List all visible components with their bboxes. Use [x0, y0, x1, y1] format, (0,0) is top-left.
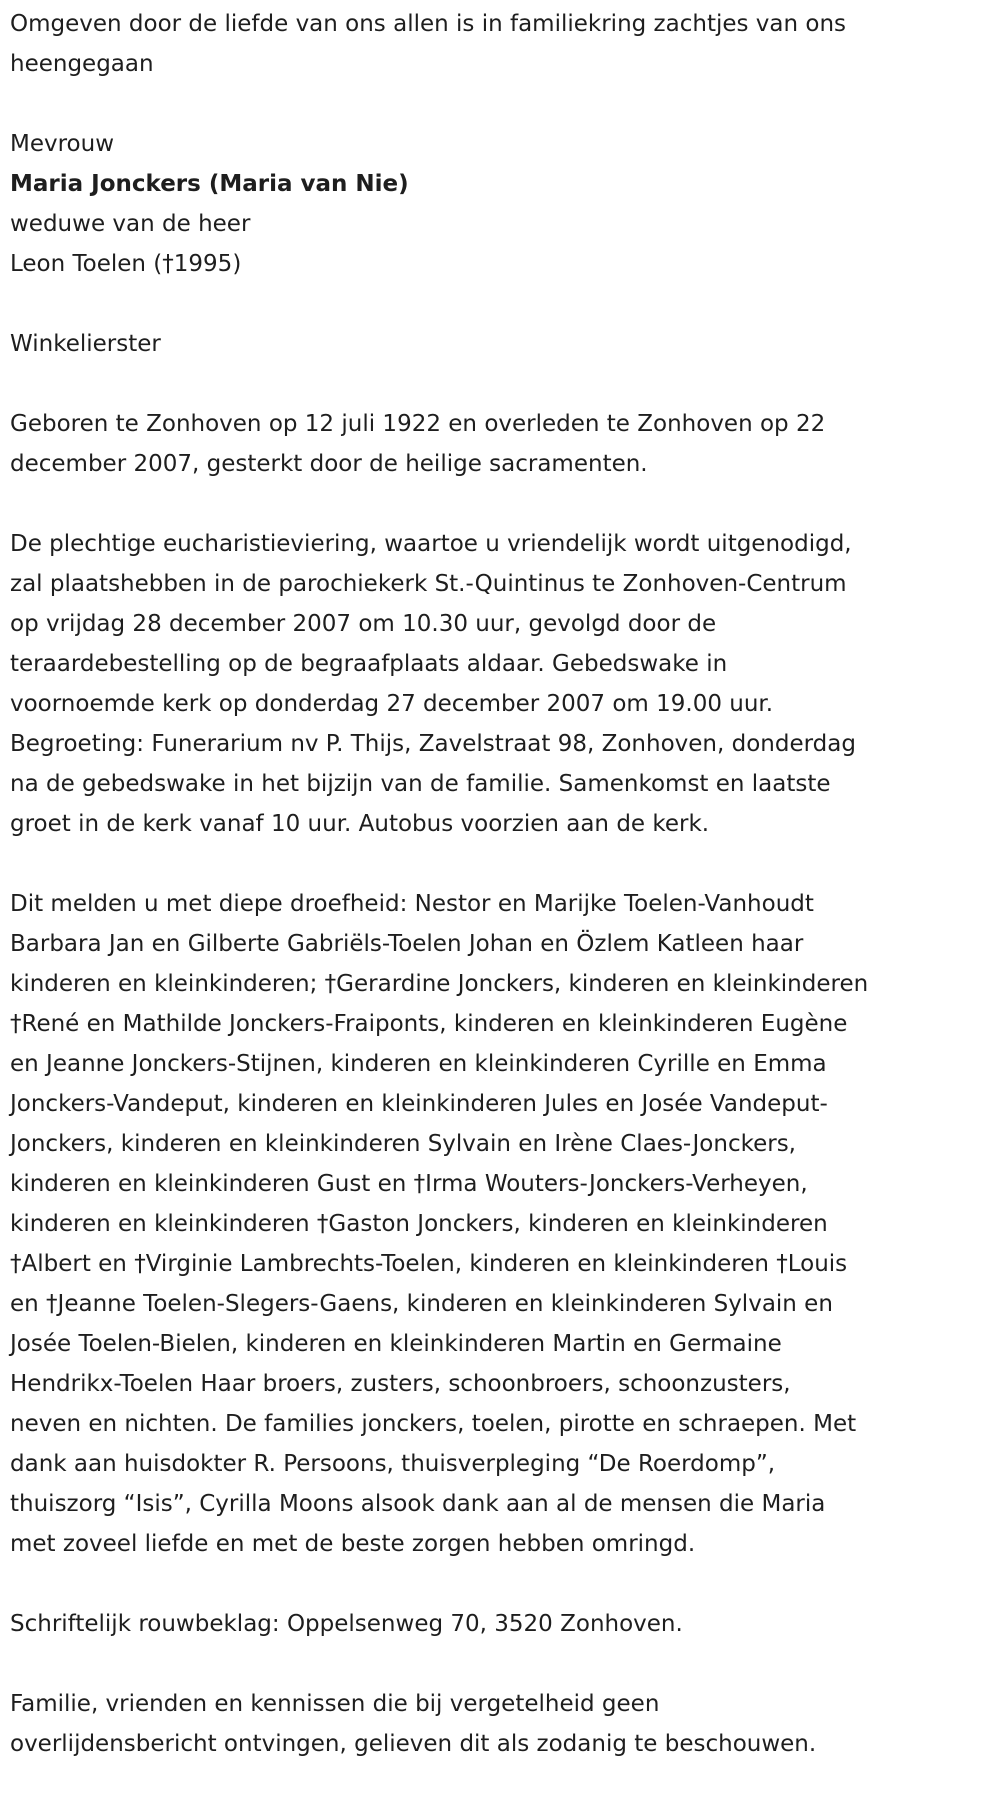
- family-paragraph: [10, 884, 990, 1564]
- family-line: Dit melden u met diepe droefheid: Nestor en Marijke Toelen-Vanhoudt: [10, 891, 814, 917]
- condolence-paragraph: [10, 1604, 990, 1644]
- ceremony-line: De plechtige eucharistieviering, waartoe u vriendelijk wordt uitgenodigd,: [10, 531, 852, 557]
- family-line: neven en nichten. De families jonckers, toelen, pirotte en schraepen. Met: [10, 1411, 857, 1437]
- family-line: Hendrikx-Toelen Haar broers, zusters, schoonbroers, schoonzusters,: [10, 1371, 791, 1397]
- spouse-name: Leon Toelen (†1995): [10, 251, 242, 277]
- family-line: en Jeanne Jonckers-Stijnen, kinderen en kleinkinderen Cyrille en Emma: [10, 1051, 827, 1077]
- condolence-address: Schriftelijk rouwbeklag: Oppelsenweg 70, 3520 Zonhoven.: [10, 1611, 683, 1637]
- family-line: met zoveel liefde en met de beste zorgen hebben omringd.: [10, 1531, 696, 1557]
- deceased-name: Maria Jonckers (Maria van Nie): [10, 171, 409, 197]
- ceremony-line: op vrijdag 28 december 2007 om 10.30 uur, gevolgd door de: [10, 611, 717, 637]
- occupation: Winkelierster: [10, 331, 161, 357]
- ceremony-line: Begroeting: Funerarium nv P. Thijs, Zavelstraat 98, Zonhoven, donderdag: [10, 731, 856, 757]
- family-line: kinderen en kleinkinderen; †Gerardine Jonckers, kinderen en kleinkinderen: [10, 971, 869, 997]
- occupation-paragraph: [10, 324, 990, 364]
- family-line: Josée Toelen-Bielen, kinderen en kleinkinderen Martin en Germaine: [10, 1331, 782, 1357]
- ceremony-line: groet in de kerk vanaf 10 uur. Autobus voorzien aan de kerk.: [10, 811, 710, 837]
- relation-text: weduwe van de heer: [10, 211, 251, 237]
- intro-line: Omgeven door de liefde van ons allen is in familiekring zachtjes van ons: [10, 11, 847, 37]
- ceremony-line: zal plaatshebben in de parochiekerk St.-Quintinus te Zonhoven-Centrum: [10, 571, 847, 597]
- ceremony-line: na de gebedswake in het bijzijn van de familie. Samenkomst en laatste: [10, 771, 831, 797]
- ceremony-line: voornoemde kerk op donderdag 27 december 2007 om 19.00 uur.: [10, 691, 774, 717]
- intro-line: heengegaan: [10, 51, 154, 77]
- closing-line: Familie, vrienden en kennissen die bij vergetelheid geen: [10, 1691, 660, 1717]
- ceremony-paragraph: [10, 524, 990, 844]
- family-line: Jonckers, kinderen en kleinkinderen Sylvain en Irène Claes-Jonckers,: [10, 1131, 796, 1157]
- family-line: Jonckers-Vandeput, kinderen en kleinkinderen Jules en Josée Vandeput-: [10, 1091, 828, 1117]
- family-line: thuiszorg “Isis”, Cyrilla Moons alsook dank aan al de mensen die Maria: [10, 1491, 826, 1517]
- deceased-block: [10, 124, 990, 284]
- family-line: †René en Mathilde Jonckers-Fraiponts, kinderen en kleinkinderen Eugène: [10, 1011, 848, 1037]
- ceremony-line: teraardebestelling op de begraafplaats aldaar. Gebedswake in: [10, 651, 728, 677]
- family-line: †Albert en †Virginie Lambrechts-Toelen, kinderen en kleinkinderen †Louis: [10, 1251, 848, 1277]
- birth-death-line: december 2007, gesterkt door de heilige sacramenten.: [10, 451, 648, 477]
- closing-paragraph: [10, 1684, 990, 1764]
- family-line: kinderen en kleinkinderen †Gaston Jonckers, kinderen en kleinkinderen: [10, 1211, 828, 1237]
- family-line: dank aan huisdokter R. Persoons, thuisverpleging “De Roerdomp”,: [10, 1451, 776, 1477]
- family-line: Barbara Jan en Gilberte Gabriëls-Toelen Johan en Özlem Katleen haar: [10, 931, 804, 957]
- family-line: kinderen en kleinkinderen Gust en †Irma Wouters-Jonckers-Verheyen,: [10, 1171, 808, 1197]
- closing-line: overlijdensbericht ontvingen, gelieven dit als zodanig te beschouwen.: [10, 1731, 817, 1757]
- birth-death-line: Geboren te Zonhoven op 12 juli 1922 en overleden te Zonhoven op 22: [10, 411, 826, 437]
- intro-paragraph: [10, 4, 990, 84]
- birth-death-paragraph: [10, 404, 990, 484]
- salutation: Mevrouw: [10, 131, 115, 157]
- family-line: en †Jeanne Toelen-Slegers-Gaens, kinderen en kleinkinderen Sylvain en: [10, 1291, 833, 1317]
